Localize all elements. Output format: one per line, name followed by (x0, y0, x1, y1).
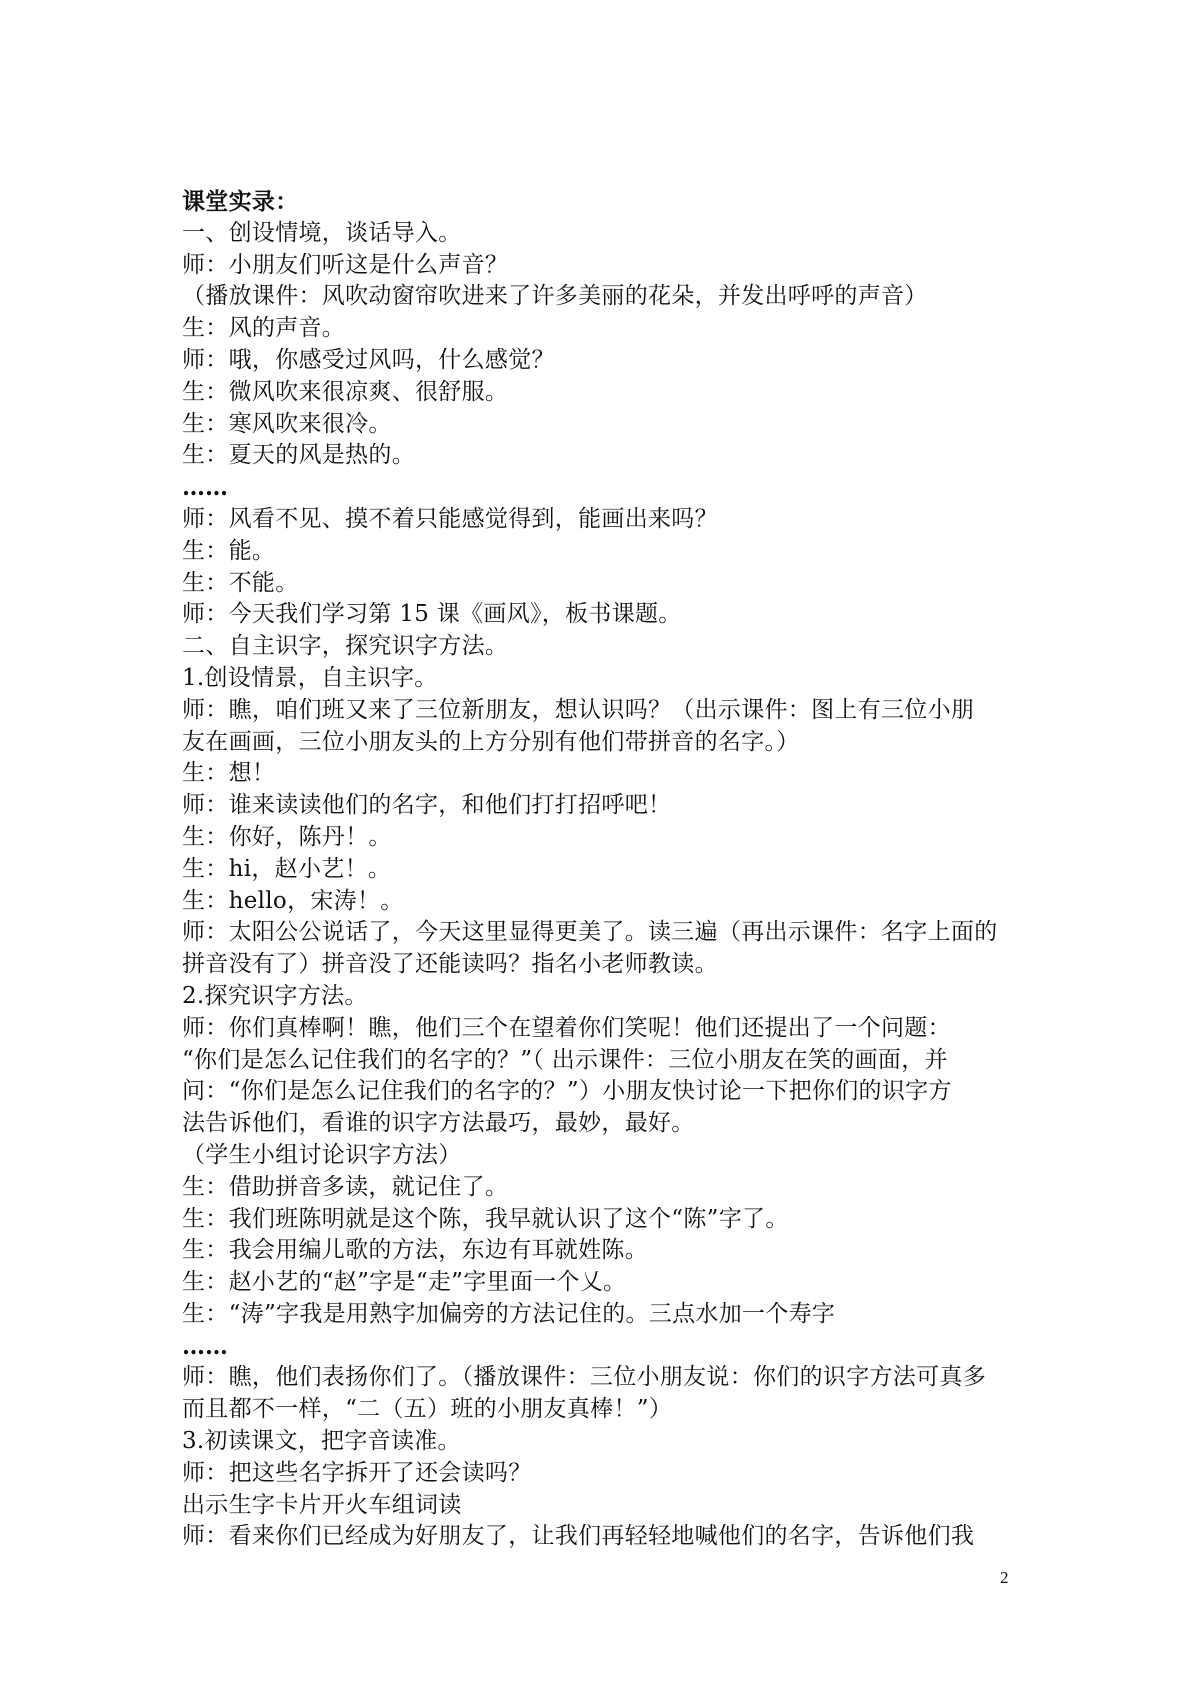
text-line: 师：看来你们已经成为好朋友了，让我们再轻轻地喊他们的名字，告诉他们我 (182, 1523, 975, 1550)
text-line: 一、创设情境，谈话导入。 (182, 219, 462, 246)
text-line: 生：借助拼音多读，就记住了。 (182, 1173, 509, 1200)
page-number: 2 (1000, 1568, 1009, 1587)
text-line: 生：不能。 (182, 569, 299, 596)
text-line: 师：小朋友们听这是什么声音？ (182, 251, 509, 278)
text-line: 生：想！ (182, 760, 276, 787)
text-line: 生：寒风吹来很冷。 (182, 410, 392, 437)
text-line: …… (182, 474, 228, 502)
text-line: 生：赵小艺的“赵”字是“走”字里面一个乂。 (182, 1269, 627, 1296)
text-line: 生：我们班陈明就是这个陈，我早就认识了这个“陈”字了。 (182, 1205, 789, 1232)
text-line: （学生小组讨论识字方法） (182, 1141, 462, 1168)
text-line: 师：把这些名字拆开了还会读吗？ (182, 1459, 532, 1486)
document-body (182, 186, 1027, 1553)
text-line: 生：微风吹来很凉爽、很舒服。 (182, 378, 509, 405)
text-line: 法告诉他们，看谁的识字方法最巧，最妙，最好。 (182, 1110, 695, 1137)
text-line: 生：你好，陈丹！。 (182, 823, 392, 850)
text-line: 二、自主识字，探究识字方法。 (182, 633, 509, 660)
text-line: 师：哦，你感受过风吗，什么感觉？ (182, 346, 555, 373)
text-line: 生：“涛”字我是用熟字加偏旁的方法记住的。三点水加一个寿字 (182, 1300, 836, 1327)
text-line: 师：你们真棒啊！瞧，他们三个在望着你们笑呢！他们还提出了一个问题： (182, 1014, 951, 1041)
text-line: 生：hello，宋涛！。 (182, 887, 404, 914)
text-line: 生：hi，赵小艺！。 (182, 855, 392, 882)
text-line: 师：谁来读读他们的名字，和他们打打招呼吧！ (182, 792, 672, 819)
text-line: 生：我会用编儿歌的方法，东边有耳就姓陈。 (182, 1237, 648, 1264)
text-line: 师：风看不见、摸不着只能感觉得到，能画出来吗？ (182, 505, 718, 532)
text-line: 而且都不一样，“二（五）班的小朋友真棒！”） (182, 1396, 673, 1423)
text-line: 友在画画，三位小朋友头的上方分别有他们带拼音的名字。） (182, 728, 800, 755)
text-line: 生：夏天的风是热的。 (182, 442, 415, 469)
text-line: 2.探究识字方法。 (182, 982, 368, 1009)
text-line: 生：能。 (182, 537, 276, 564)
text-line: 师：太阳公公说话了，今天这里显得更美了。读三遍（再出示课件：名字上面的 (182, 919, 998, 946)
text-line: 师：今天我们学习第 15 课《画风》，板书课题。 (182, 601, 682, 628)
text-line: 1.创设情景，自主识字。 (182, 664, 438, 691)
text-line: 师：瞧，咱们班又来了三位新朋友，想认识吗？（出示课件：图上有三位小朋 (182, 696, 975, 723)
text-line: 3.初读课文，把字音读准。 (182, 1428, 461, 1455)
section-heading: 课堂实录： (182, 188, 299, 215)
text-line: 师：瞧，他们表扬你们了。（播放课件：三位小朋友说：你们的识字方法可真多 (182, 1364, 986, 1391)
text-lines (182, 218, 1027, 1553)
text-line: “你们是怎么记住我们的名字的？”（ 出示课件：三位小朋友在笑的画面，并 (182, 1046, 948, 1073)
text-line: …… (182, 1332, 228, 1360)
text-line: 出示生字卡片开火车组词读 (182, 1491, 462, 1518)
text-line: 问：“你们是怎么记住我们的名字的？”）小朋友快讨论一下把你们的识字方 (182, 1078, 952, 1105)
text-line: 拼音没有了）拼音没了还能读吗？指名小老师教读。 (182, 951, 718, 978)
text-line: （播放课件：风吹动窗帘吹进来了许多美丽的花朵，并发出呼呼的声音） (182, 283, 928, 310)
text-line: 生：风的声音。 (182, 315, 346, 342)
